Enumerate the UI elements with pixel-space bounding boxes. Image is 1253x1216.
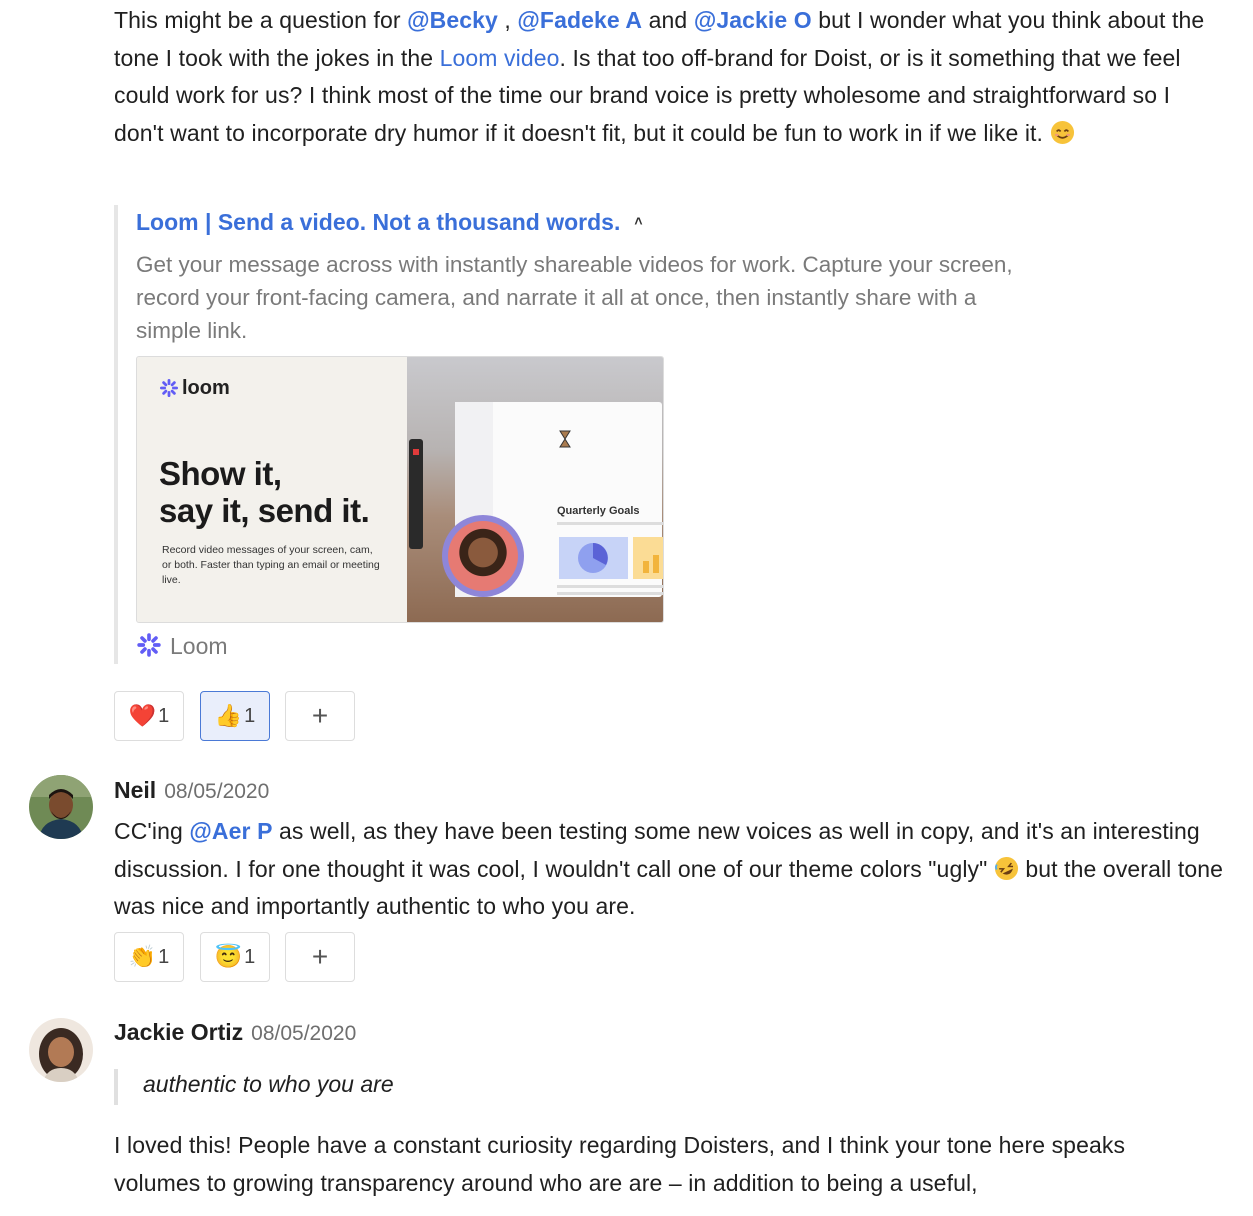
avatar-jackie-ortiz[interactable]: [29, 1018, 93, 1082]
reaction-halo[interactable]: 😇 1: [200, 932, 270, 982]
mention-becky[interactable]: @Becky: [407, 7, 498, 33]
smiling-halo-icon: 😇: [214, 944, 243, 969]
avatar-neil[interactable]: [29, 775, 93, 839]
message-author: Neil 08/05/2020: [114, 777, 270, 803]
message-body: CC'ing @Aer P as well, as they have been testing some new voices as well in copy, and it's an interesting discussion. I for one thought it was cool, I wouldn't call one of our theme colors "ugly" but the overall tone was nice and importantly authentic to who you are.: [114, 818, 1224, 919]
link-preview-border: [114, 205, 118, 664]
message-body: This might be a question for @Becky , @Fadeke A and @Jackie O but I wonder what you think about the tone I took with the jokes in the Loom video. Is that too off-brand for Doist, or is it something that we feel could work for us? I think most of the time our brand voice is pretty wholesome and straightforward so I don't want to incorporate dry humor if it doesn't fit, but it could be fun to work in if we like it.: [114, 7, 1205, 146]
mention-aer[interactable]: @Aer P: [189, 818, 273, 844]
rolling-laughing-emoji-icon: [994, 856, 1019, 881]
presenter-face: [448, 521, 518, 591]
thumbnail-text-panel: [137, 357, 407, 622]
bar-chart-tile: [633, 537, 664, 579]
loom-logo: loom: [159, 377, 230, 400]
reaction-thumbs-up[interactable]: 👍 1: [200, 691, 270, 741]
mention-jackie[interactable]: @Jackie O: [693, 7, 812, 33]
add-reaction-button[interactable]: +: [285, 691, 355, 741]
message-timestamp: 08/05/2020: [251, 1022, 357, 1045]
loom-star-icon: [159, 378, 179, 398]
link-preview-source: Loom: [136, 632, 228, 660]
pie-chart-tile: [559, 537, 628, 579]
thumbnail-desktop-image: [407, 357, 663, 622]
message-author: Jackie Ortiz 08/05/2020: [114, 1019, 357, 1045]
mention-fadeke[interactable]: @Fadeke A: [517, 7, 643, 33]
thumbnail-window-title: Quarterly Goals: [557, 505, 640, 517]
recording-controls: [409, 439, 423, 549]
message-timestamp: 08/05/2020: [164, 780, 270, 803]
reaction-clap[interactable]: 👏 1: [114, 932, 184, 982]
reaction-heart[interactable]: ❤️ 1: [114, 691, 184, 741]
red-heart-icon: ❤️: [128, 703, 157, 728]
thumbnail-headline: Show it, say it, send it.: [159, 455, 370, 529]
clapping-hands-icon: 👏: [128, 944, 157, 969]
link-preview-thumbnail[interactable]: [136, 356, 664, 623]
hourglass-icon: [559, 430, 571, 448]
smiling-face-emoji-icon: [1050, 120, 1075, 145]
message-body: I loved this! People have a constant curiosity regarding Doisters, and I think your tone here speaks volumes to growing transparency around who are are – in addition to being a useful,: [114, 1132, 1126, 1196]
link-preview-description: Get your message across with instantly shareable videos for work. Capture your screen, record your front-facing camera, and narrate it all at once, then instantly share with a simple link.: [136, 252, 1013, 343]
loom-video-link[interactable]: Loom video: [439, 44, 560, 71]
chevron-up-icon[interactable]: ˄: [634, 213, 643, 229]
loom-icon: [136, 632, 162, 658]
blockquote-border: [114, 1069, 118, 1105]
link-preview-title[interactable]: Loom | Send a video. Not a thousand words. ˄: [136, 209, 643, 235]
thumbnail-caption: Record video messages of your screen, cam, or both. Faster than typing an email or meeting live.: [162, 544, 380, 586]
thumbs-up-icon: 👍: [214, 703, 243, 728]
blockquote-text: authentic to who you are: [143, 1071, 394, 1097]
add-reaction-button[interactable]: +: [285, 932, 355, 982]
